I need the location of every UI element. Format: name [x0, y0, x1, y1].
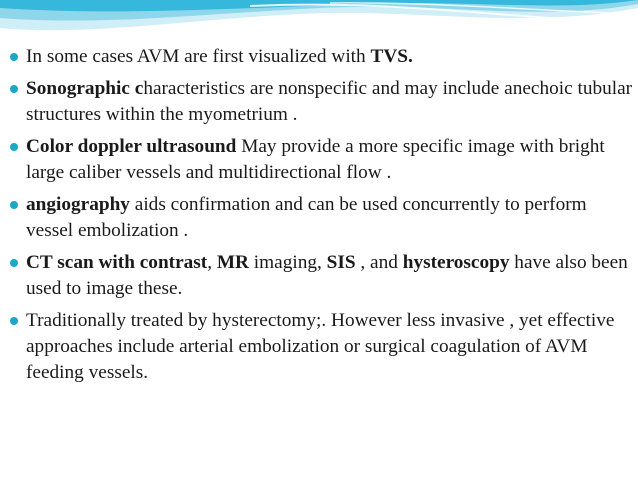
bullet-text: ,	[207, 252, 217, 273]
bullet-text-bold: CT scan with contrast	[26, 252, 208, 273]
bullet-list	[8, 44, 633, 392]
bullet-text: , and	[355, 252, 403, 273]
bullet-text-bold: Sonographic c	[26, 78, 144, 99]
bullet-text: have also been used to image these.	[26, 252, 628, 299]
bullet-text-bold: angiography	[26, 194, 130, 215]
bullet-text-bold: TVS.	[370, 46, 413, 67]
bullet-text: imaging,	[248, 252, 327, 273]
bullet-text: aids confirmation and can be used concurrently to perform vessel embolization .	[26, 194, 587, 241]
bullet-text: May provide a more specific image with bright large caliber vessels and multidirectional flow .	[26, 136, 605, 183]
bullet-item	[8, 250, 633, 302]
bullet-text-bold: hysteroscopy	[402, 252, 510, 273]
bullet-text-bold: SIS	[326, 252, 356, 273]
header-wave-decoration	[0, 0, 638, 50]
bullet-dot-icon	[10, 143, 18, 151]
bullet-text-bold: MR	[216, 252, 249, 273]
bullet-item	[8, 308, 633, 386]
bullet-item	[8, 44, 633, 70]
bullet-dot-icon	[10, 85, 18, 93]
bullet-text: Traditionally treated by hysterectomy;. However less invasive , yet effective approaches include arterial embolization or surgical coagulation of AVM feeding vessels.	[26, 310, 615, 383]
bullet-dot-icon	[10, 201, 18, 209]
bullet-item	[8, 134, 633, 186]
bullet-item	[8, 192, 633, 244]
bullet-item	[8, 76, 633, 128]
bullet-text: In some cases AVM are first visualized with	[26, 46, 371, 67]
bullet-text-bold: Color doppler ultrasound	[26, 136, 237, 157]
bullet-dot-icon	[10, 259, 18, 267]
bullet-text: haracteristics are nonspecific and may include anechoic tubular structures within the myometrium .	[26, 78, 633, 125]
bullet-dot-icon	[10, 53, 18, 61]
bullet-dot-icon	[10, 317, 18, 325]
